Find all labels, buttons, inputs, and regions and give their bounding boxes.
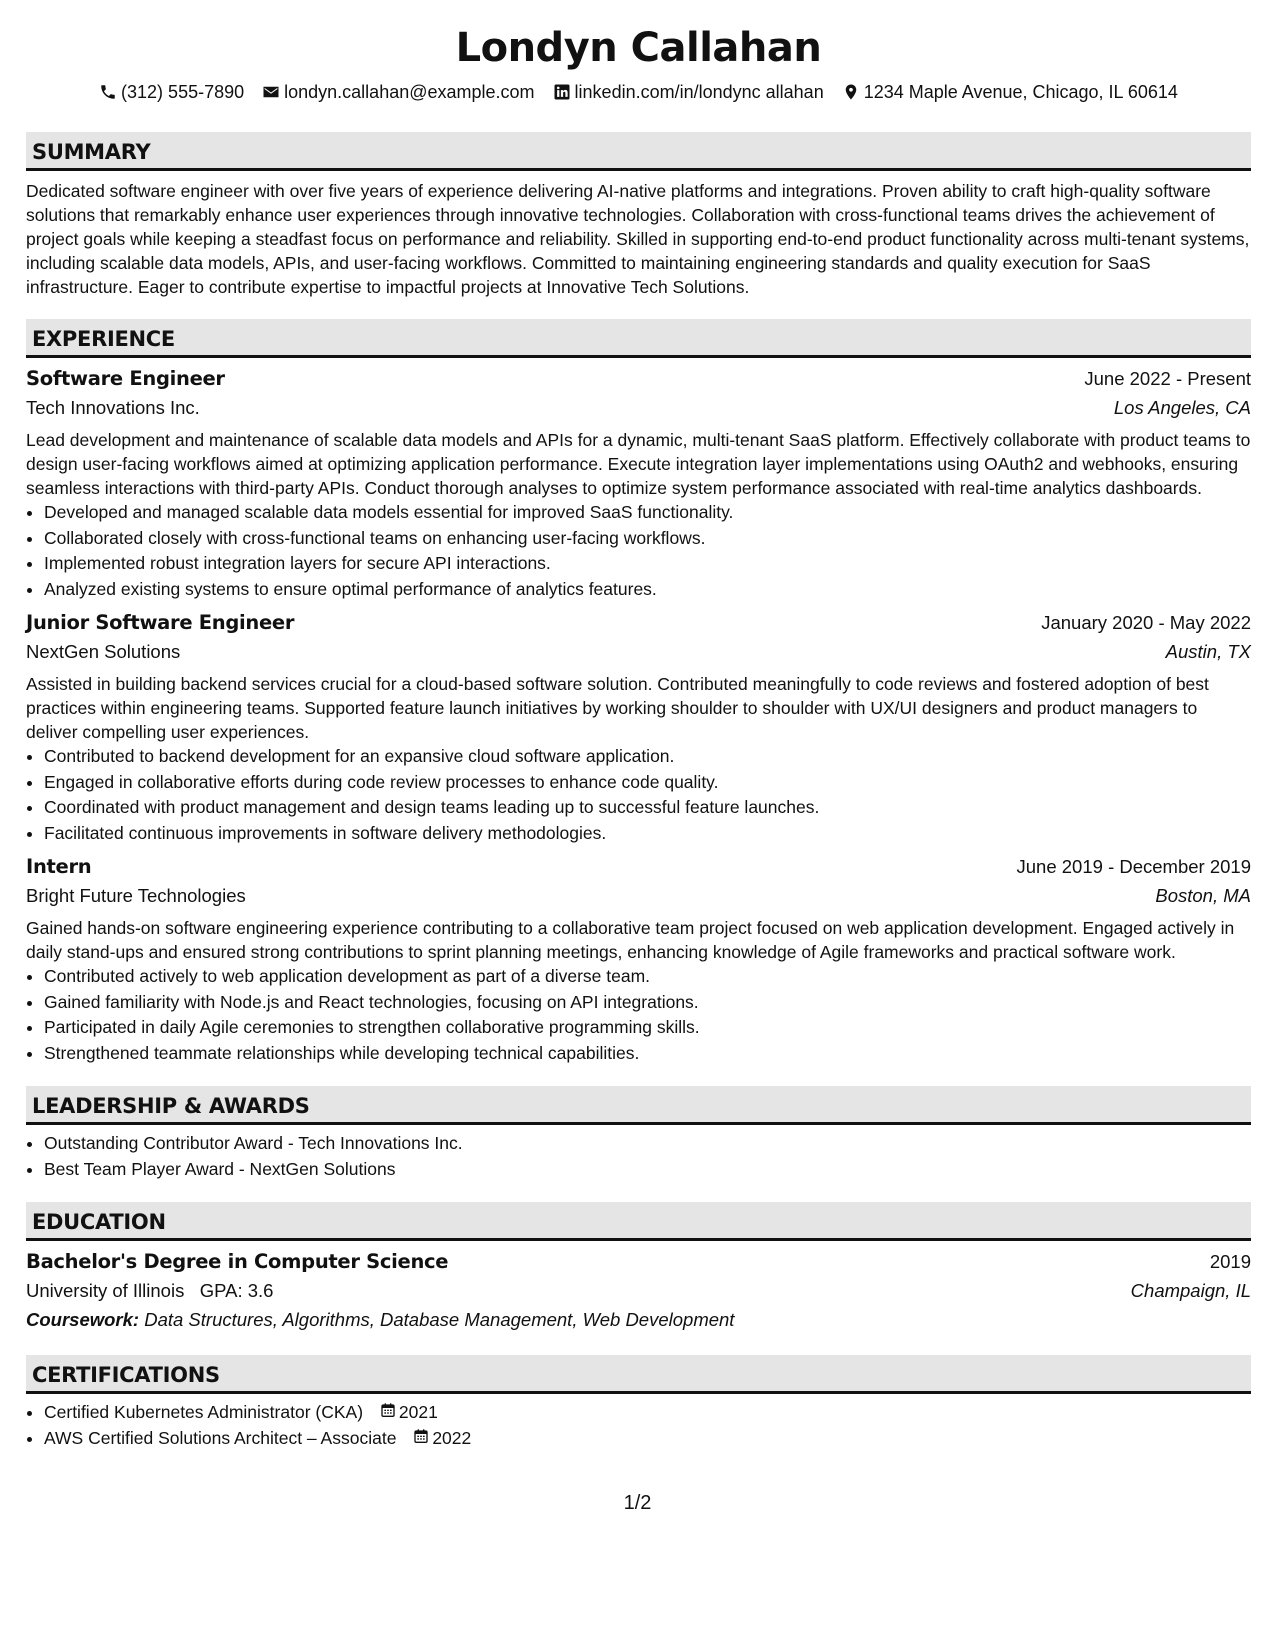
page-number: 1/2: [623, 1492, 652, 1514]
job-company: Bright Future Technologies: [26, 885, 246, 906]
contact-email-text: londyn.callahan@example.com: [284, 82, 535, 102]
summary-text: Dedicated software engineer with over five years of experience delivering AI-native platforms and integrations. Proven ability to craft high-quality software solutions that remarkably enhance user experiences through innovative technologies. Collaboration with cross-functional teams drives the achievement of project goals while keeping a steadfast focus on performance and reliability. Skilled in supporting end-to-end product functionality across multi-tenant systems, including scalable data models, APIs, and user-facing workflows. Committed to maintaining engineering standards and quality execution for SaaS infrastructure. Eager to contribute expertise to impactful projects at Innovative Tech Solutions.: [26, 181, 1250, 297]
section-header-leadership: LEADERSHIP & AWARDS: [26, 1086, 1251, 1125]
job-bullet: • Participated in daily Agile ceremonies to strengthen collaborative programming skills.: [44, 1015, 1251, 1041]
job-bullets: [26, 500, 1251, 602]
certification-name: Certified Kubernetes Administrator (CKA): [44, 1402, 364, 1422]
job-dates: June 2022 - Present: [1084, 368, 1251, 389]
job-bullets: [26, 964, 1251, 1066]
contact-linkedin[interactable]: [553, 80, 824, 104]
job-location: Boston, MA: [1155, 885, 1251, 906]
job-entry: [26, 852, 1251, 1066]
certification-item: [44, 1426, 1251, 1452]
school-line: [26, 1277, 273, 1305]
job-description: Lead development and maintenance of scalable data models and APIs for a dynamic, multi-tenant SaaS platform. Effectively collaborate with product teams to design user-facing workflows aimed at optimizing application performance. Execute integration layer implementations using OAuth2 and webhooks, ensuring seamless interactions with third-party APIs. Conduct thorough analyses to optimize system performance associated with real-time analytics dashboards.: [26, 430, 1251, 498]
contact-linkedin-text: linkedin.com/in/londync allahan: [574, 82, 824, 102]
section-header-experience: EXPERIENCE: [26, 319, 1251, 358]
graduation-year: 2019: [1209, 1251, 1251, 1272]
job-bullet: • Analyzed existing systems to ensure optimal performance of analytics features.: [44, 577, 1251, 603]
section-header-certifications: CERTIFICATIONS: [26, 1355, 1251, 1394]
contact-address-text: 1234 Maple Avenue, Chicago, IL 60614: [863, 82, 1178, 102]
coursework-label: Coursework:: [26, 1309, 140, 1330]
certification-item: [44, 1400, 1251, 1426]
job-dates: June 2019 - December 2019: [1016, 856, 1251, 877]
linkedin-icon: [553, 83, 571, 101]
job-title: Software Engineer: [26, 367, 225, 390]
phone-icon: [99, 83, 117, 101]
job-description: Gained hands-on software engineering experience contributing to a collaborative team project focused on web application development. Engaged actively in daily stand-ups and ensured strong contributions to sprint planning meetings, enhancing knowledge of Agile frameworks and practical software work.: [26, 918, 1235, 962]
job-bullets: [26, 744, 1251, 846]
job-company: Tech Innovations Inc.: [26, 397, 200, 418]
email-icon: [262, 83, 280, 101]
calendar-icon: [413, 1426, 429, 1452]
job-entry: [26, 364, 1251, 602]
contact-bar: [26, 80, 1251, 104]
contact-address: [842, 80, 1178, 104]
job-bullet: • Contributed actively to web application development as part of a diverse team.: [44, 964, 1251, 990]
job-bullet: • Coordinated with product management and design teams leading up to successful feature launches.: [44, 795, 1251, 821]
job-bullet: • Developed and managed scalable data models essential for improved SaaS functionality.: [44, 500, 1251, 526]
contact-phone[interactable]: [99, 80, 244, 104]
contact-phone-text: (312) 555-7890: [121, 82, 245, 102]
job-dates: January 2020 - May 2022: [1041, 612, 1251, 633]
job-description: Assisted in building backend services crucial for a cloud-based software solution. Contributed meaningfully to code reviews and fostered adoption of best practices within engineering teams. Supported feature launch initiatives by working shoulder to shoulder with UX/UI designers and product managers to deliver compelling user experiences.: [26, 674, 1209, 742]
awards-list: [26, 1131, 1251, 1182]
job-title: Intern: [26, 855, 92, 878]
school-name: University of Illinois: [26, 1280, 185, 1301]
job-bullet: • Strengthened teammate relationships while developing technical capabilities.: [44, 1041, 1251, 1067]
certification-name: AWS Certified Solutions Architect – Associate: [44, 1427, 397, 1448]
job-bullet: • Facilitated continuous improvements in software delivery methodologies.: [44, 821, 1251, 847]
job-bullet: • Gained familiarity with Node.js and React technologies, focusing on API integrations.: [44, 990, 1251, 1016]
certifications-list: [26, 1400, 1251, 1451]
certification-year: 2021: [398, 1402, 438, 1422]
degree: Bachelor's Degree in Computer Science: [26, 1250, 449, 1273]
job-title: Junior Software Engineer: [26, 611, 295, 634]
job-bullet: • Contributed to backend development for an expansive cloud software application.: [44, 744, 1251, 770]
resume-page: [26, 18, 1251, 1451]
job-bullet: • Engaged in collaborative efforts during code review processes to enhance code quality.: [44, 770, 1251, 796]
resume-name: Londyn Callahan: [455, 25, 822, 71]
certification-year: 2022: [432, 1427, 472, 1448]
job-bullet: • Implemented robust integration layers for secure API interactions.: [44, 551, 1251, 577]
education-entry: [26, 1247, 1251, 1335]
contact-email[interactable]: [262, 80, 534, 104]
job-bullet: • Collaborated closely with cross-functional teams on enhancing user-facing workflows.: [44, 526, 1251, 552]
section-header-education: EDUCATION: [26, 1202, 1251, 1241]
location-icon: [842, 83, 860, 101]
job-location: Austin, TX: [1165, 641, 1251, 662]
award-item: • Outstanding Contributor Award - Tech Innovations Inc.: [44, 1131, 1251, 1157]
coursework: [26, 1305, 1251, 1335]
job-entry: [26, 608, 1251, 846]
calendar-icon: [380, 1400, 396, 1426]
job-location: Los Angeles, CA: [1113, 397, 1251, 418]
gpa: GPA: 3.6: [199, 1280, 274, 1301]
coursework-list: Data Structures, Algorithms, Database Management, Web Development: [144, 1309, 735, 1330]
school-location: Champaign, IL: [1130, 1280, 1251, 1301]
job-company: NextGen Solutions: [26, 641, 181, 662]
award-item: • Best Team Player Award - NextGen Solutions: [44, 1157, 1251, 1183]
section-header-summary: SUMMARY: [26, 132, 1251, 171]
